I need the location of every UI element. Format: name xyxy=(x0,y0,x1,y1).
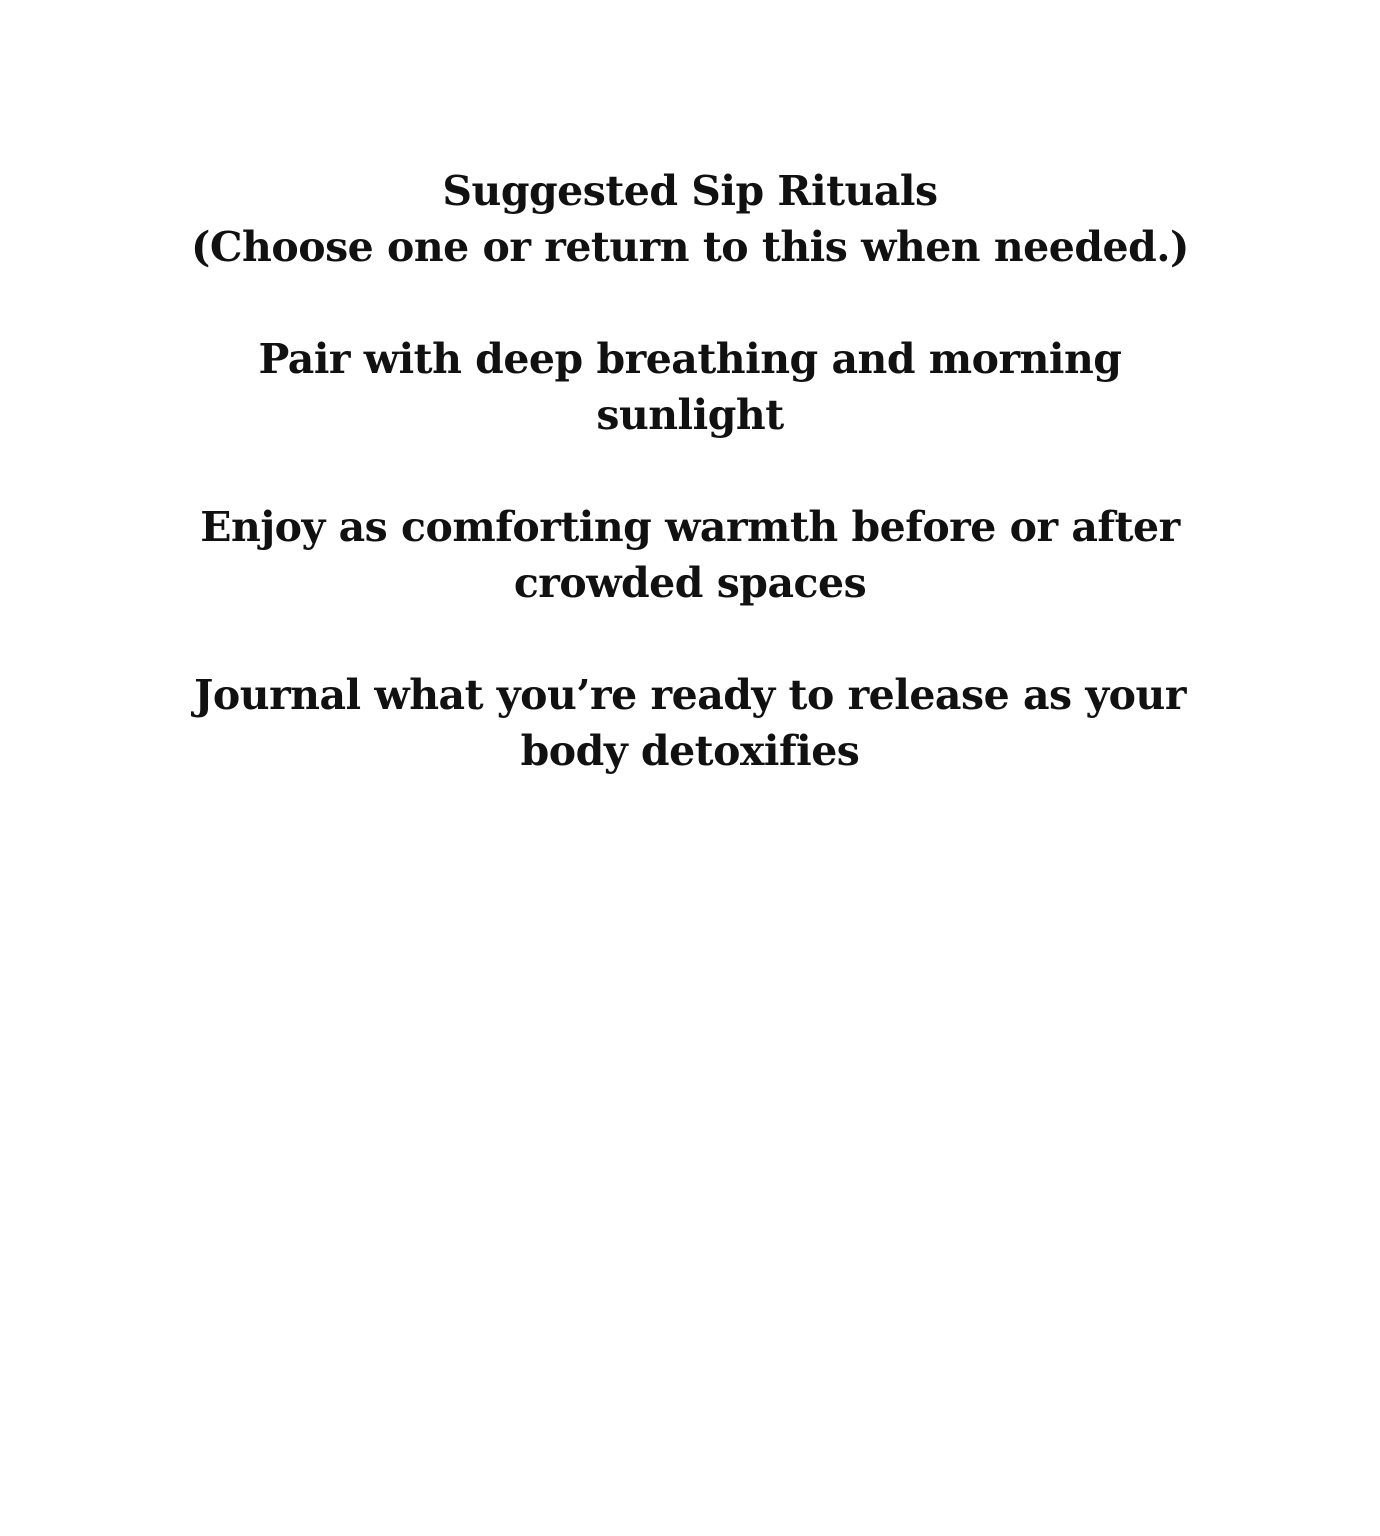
page-title: Suggested Sip Rituals xyxy=(442,167,938,215)
ritual-item-breathing: Pair with deep breathing and morning sunlight xyxy=(258,335,1122,439)
rituals-section xyxy=(160,163,1220,779)
heading-block xyxy=(160,163,1220,275)
page-subtitle: (Choose one or return to this when needed.) xyxy=(191,223,1189,271)
ritual-item-warmth: Enjoy as comforting warmth before or after crowded spaces xyxy=(200,503,1180,607)
ritual-item-journal: Journal what you’re ready to release as your body detoxifies xyxy=(194,671,1186,775)
